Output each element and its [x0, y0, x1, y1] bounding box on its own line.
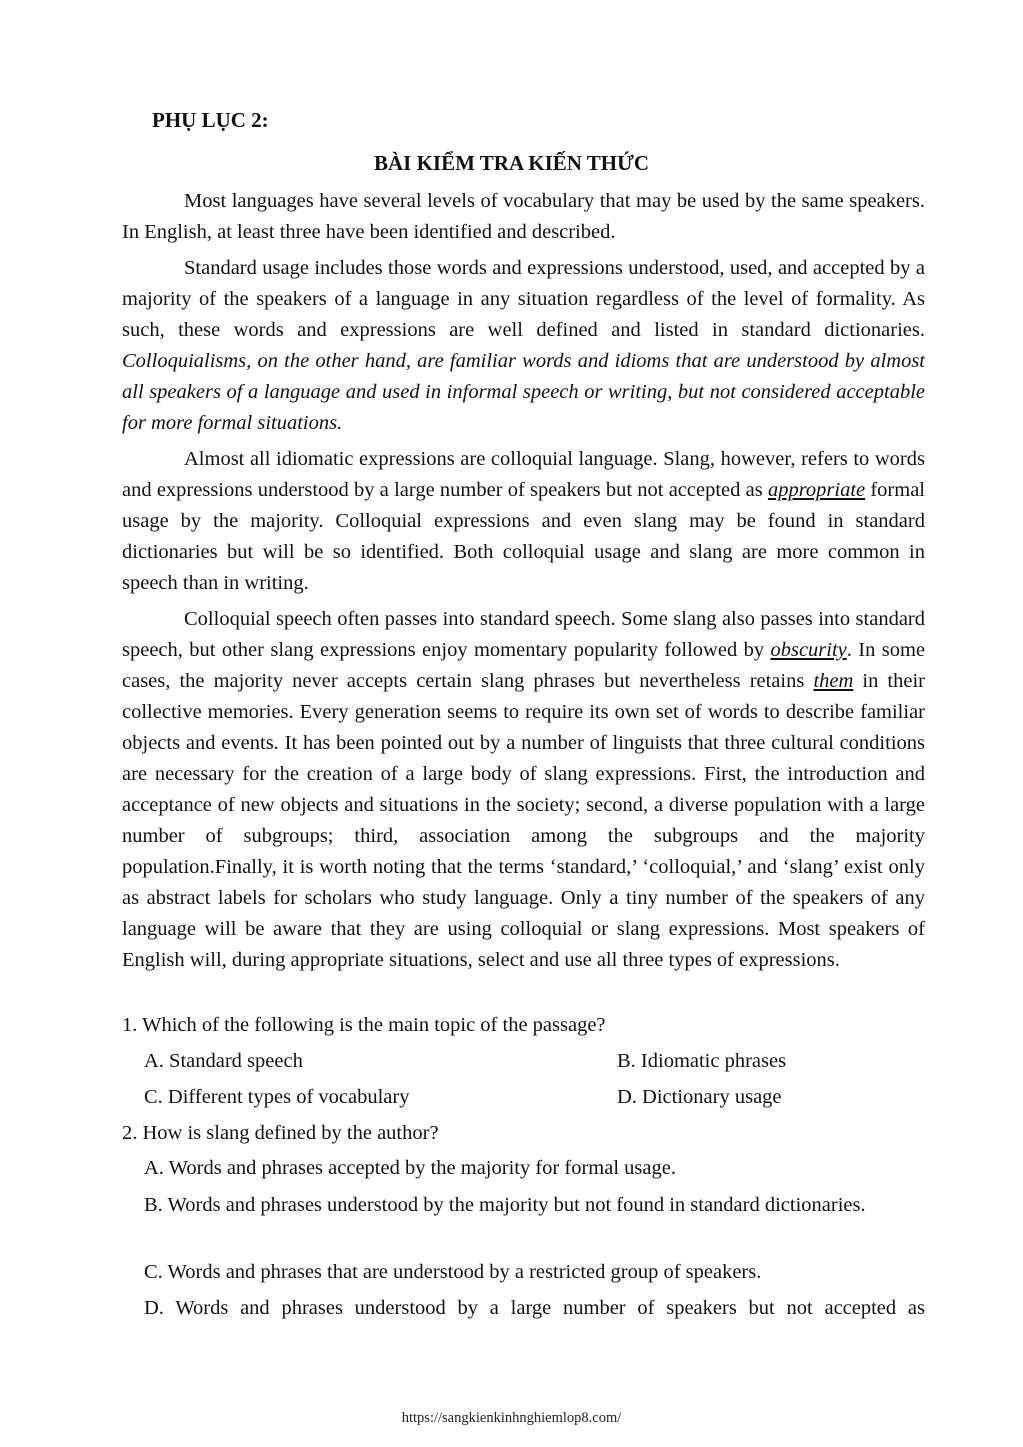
question-1-option-c: C. Different types of vocabulary [144, 1086, 410, 1108]
footer-url[interactable]: https://sangkienkinhnghiemlop8.com/ [401, 1410, 622, 1426]
question-1-option-a: A. Standard speech [144, 1050, 303, 1072]
paragraph-4-text-end: in their collective memories. Every generation seems to require its own set of words to describe familiar objects and events. It has been pointed out by a number of linguists that three cultural conditions are necessary for the creation of a large body of slang expressions. First, the introduction and acceptance of new objects and situations in the society; second, a diverse population with a large number of subgroups; third, association among the subgroups and the majority population.Finally, it is worth noting that the terms ‘standard,’ ‘colloquial,’ and ‘slang’ exist only as abstract labels for scholars who study language. Only a tiny number of the speakers of any language will be aware that they are using colloquial or slang expressions. Most speakers of English will, during appropriate situations, select and use all three types of expressions. [122, 670, 925, 971]
page-title: BÀI KIỂM TRA KIẾN THỨC [374, 151, 649, 175]
paragraph-2-italic-text: Colloquialisms, on the other hand, are familiar words and idioms that are understood by almost all speakers of a language and used in informal speech or writing, but not considered acceptable for more formal situations. [122, 350, 925, 434]
reading-passage [122, 186, 925, 976]
passage-paragraph-2 [122, 253, 925, 439]
question-2-option-c: C. Words and phrases that are understood by a restricted group of speakers. [144, 1261, 762, 1283]
underlined-word-appropriate: appropriate [767, 479, 866, 501]
question-2-option-d: D. Words and phrases understood by a large number of speakers but not accepted as [144, 1297, 925, 1319]
underlined-word-obscurity: obscurity [770, 639, 847, 661]
paragraph-2-text: Standard usage includes those words and expressions understood, used, and accepted by a majority of the speakers of a language in any situation regardless of the level of formality. As such, these words and expressions are well defined and listed in standard dictionaries. [122, 257, 925, 341]
passage-paragraph-3 [122, 444, 925, 599]
passage-paragraph-4 [122, 604, 925, 976]
question-1-option-d: D. Dictionary usage [617, 1086, 782, 1108]
question-2-option-a: A. Words and phrases accepted by the majority for formal usage. [144, 1157, 676, 1179]
underlined-word-them: them [813, 670, 854, 692]
question-2: 2. How is slang defined by the author? [122, 1122, 439, 1144]
paragraph-3-text-start: Almost all idiomatic expressions are colloquial language. Slang, however, refers to words and expressions understood by a large number of speakers but not accepted as [122, 448, 925, 501]
appendix-heading: PHỤ LỤC 2: [152, 108, 269, 132]
question-2-option-b: B. Words and phrases understood by the majority but not found in standard dictionaries. [144, 1194, 866, 1216]
paragraph-4-text-mid: . In some cases, the majority never accepts certain slang phrases but nevertheless retains [122, 639, 925, 692]
paragraph-3-text-end: formal usage by the majority. Colloquial expressions and even slang may be found in standard dictionaries but will be so identified. Both colloquial usage and slang are more common in speech than in writing. [122, 479, 925, 594]
question-1: 1. Which of the following is the main topic of the passage? [122, 1014, 606, 1036]
passage-paragraph-1: Most languages have several levels of vocabulary that may be used by the same speakers. In English, at least three have been identified and described. [122, 190, 925, 243]
question-1-option-b: B. Idiomatic phrases [617, 1050, 787, 1072]
paragraph-4-text-start: Colloquial speech often passes into standard speech. Some slang also passes into standard speech, but other slang expressions enjoy momentary popularity followed by [122, 608, 925, 661]
